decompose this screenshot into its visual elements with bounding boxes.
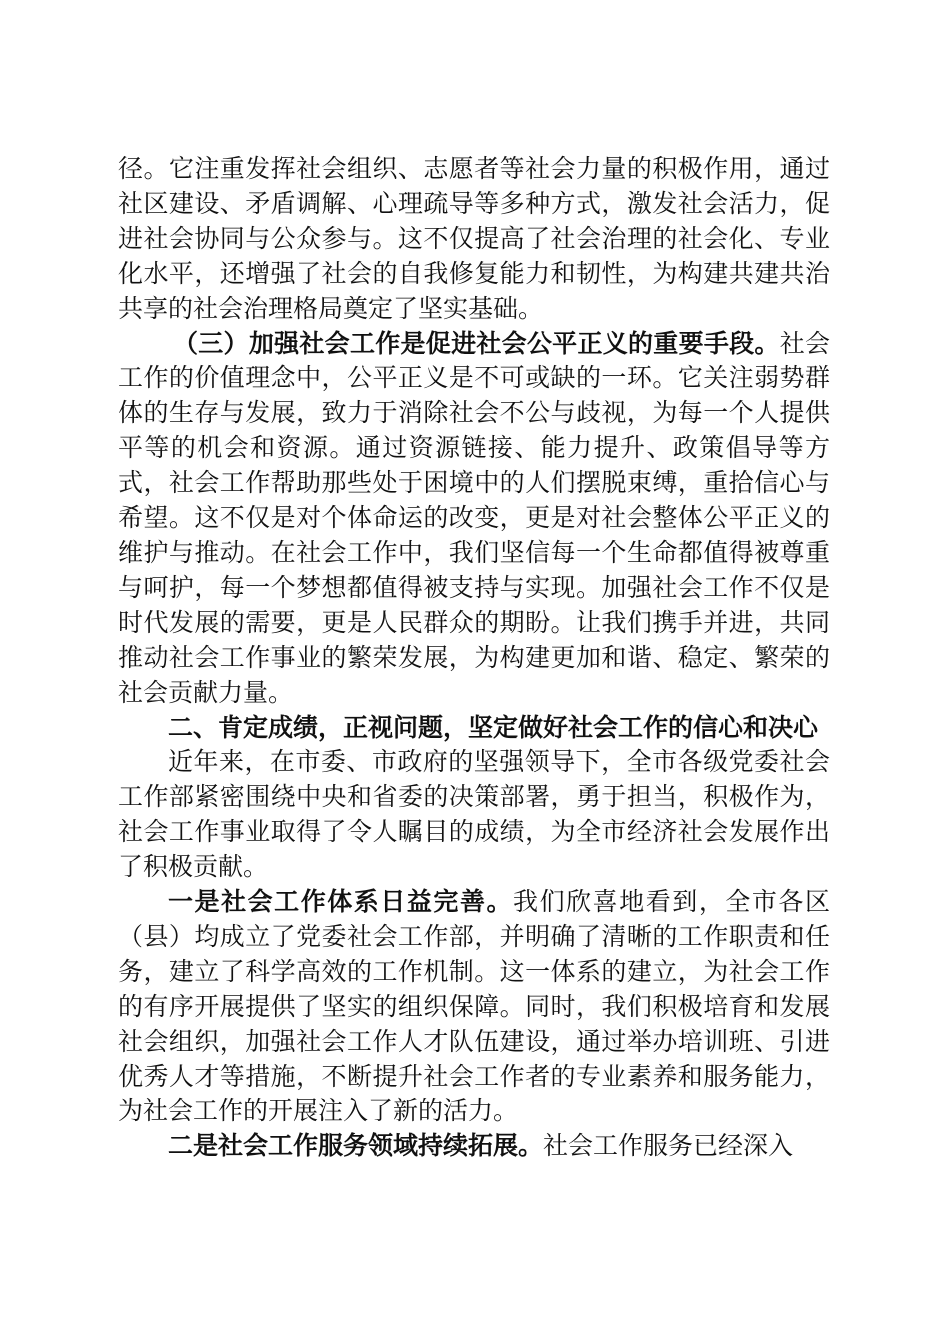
paragraph-5-body: 社会工作服务已经深入 [543,1131,794,1161]
paragraph-3: 近年来，在市委、市政府的坚强领导下，全市各级党委社会工作部紧密围绕中央和省委的决策部署，勇于担当，积极作为，社会工作事业取得了令人瞩目的成绩，为全市经济社会发展作出了积极贡献。 [118,747,830,882]
paragraph-1: 径。它注重发挥社会组织、志愿者等社会力量的积极作用，通过社区建设、矛盾调解、心理疏导等多种方式，激发社会活力，促进社会协同与公众参与。这不仅提高了社会治理的社会化、专业化水平，还增强了社会的自我修复能力和韧性，为构建共建共治共享的社会治理格局奠定了坚实基础。 [118,154,830,323]
paragraph-2-body: 社会工作的价值理念中，公平正义是不可或缺的一环。它关注弱势群体的生存与发展，致力于消除社会不公与歧视，为每一个人提供平等的机会和资源。通过资源链接、能力提升、政策倡导等方式，社会工作帮助那些处于困境中的人们摆脱束缚，重拾信心与希望。这不仅是对个体命运的改变，更是对社会整体公平正义的维护与推动。在社会工作中，我们坚信每一个生命都值得被尊重与呵护，每一个梦想都值得被支持与实现。加强社会工作不仅是时代发展的需要，更是人民群众的期盼。让我们携手并进，共同推动社会工作事业的繁荣发展，为构建更加和谐、稳定、繁荣的社会贡献力量。 [118,328,830,707]
paragraph-4-lead: 一是社会工作体系日益完善。 [168,887,514,917]
paragraph-5 [118,1129,830,1164]
paragraph-2-lead: （三）加强社会工作是促进社会公平正义的重要手段。 [173,328,780,358]
paragraph-4 [118,885,830,1129]
document-page [118,152,830,1164]
paragraph-2 [118,327,830,711]
section-heading-2: 二、肯定成绩，正视问题，坚定做好社会工作的信心和决心 [168,712,819,742]
paragraph-4-body: 我们欣喜地看到，全市各区（县）均成立了党委社会工作部，并明确了清晰的工作职责和任务，建立了科学高效的工作机制。这一体系的建立，为社会工作的有序开展提供了坚实的组织保障。同时，我们积极培育和发展社会组织，加强社会工作人才队伍建设，通过举办培训班、引进优秀人才等措施，不断提升社会工作者的专业素养和服务能力，为社会工作的开展注入了新的活力。 [118,887,830,1126]
paragraph-5-lead: 二是社会工作服务领域持续拓展。 [168,1131,544,1161]
